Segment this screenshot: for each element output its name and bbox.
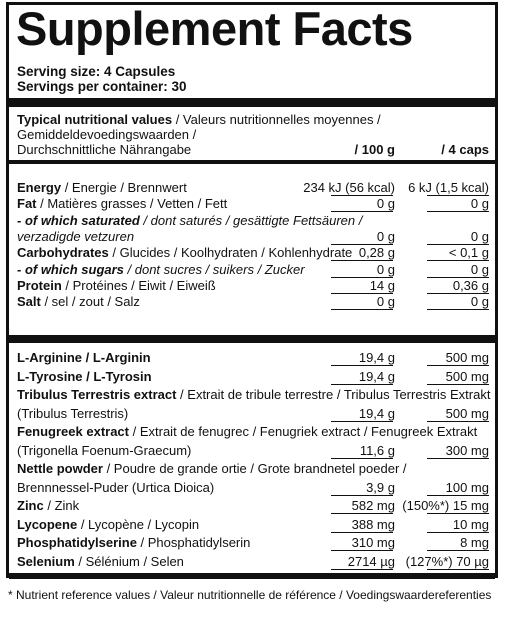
ingredient-value-4caps: 500 mg	[445, 350, 489, 365]
servings-per-container: Servings per container: 30	[17, 79, 187, 94]
nutrition-label	[17, 229, 134, 244]
ingredient-underline-4caps	[427, 532, 489, 533]
ingredient-underline-4caps	[427, 550, 489, 551]
ingredient-value-100g: 3,9 g	[366, 479, 395, 495]
ingredient-label-rest: / Zink	[43, 498, 80, 513]
nutrition-value-100g: 0 g	[376, 228, 395, 244]
nutrition-value-4caps: 0 g	[470, 294, 489, 310]
nutrition-label-bold: Carbohydrates	[17, 245, 109, 261]
ingredient-underline-4caps	[427, 495, 489, 496]
ingredient-value-100g: 582 mg	[351, 498, 395, 513]
nutrition-label-rest: / Protéines / Eiwit / Eiweiß	[61, 277, 216, 293]
ingredient-label-rest: / Sélénium / Selen	[74, 553, 184, 569]
ingredient-label-bold: Lycopene	[17, 516, 78, 532]
ingredient-row	[17, 369, 489, 384]
ingredient-row	[17, 350, 489, 365]
ingredient-row	[17, 498, 489, 513]
nutrition-value-4caps: < 0,1 g	[448, 245, 489, 261]
ingredient-value-4caps: 300 mg	[445, 442, 489, 458]
nutrition-row	[17, 278, 489, 293]
ingredient-label	[17, 443, 191, 458]
nutrition-label	[17, 278, 216, 293]
ingredient-row	[17, 461, 489, 476]
nutrition-value-100g: 0,28 g	[358, 245, 395, 261]
ingredient-label-rest: / Extrait de tribule terrestre / Tribulus Terrestris Extrakt	[176, 387, 491, 402]
ingredient-row	[17, 443, 489, 458]
nutrition-row	[17, 213, 489, 228]
ingredient-value-100g: 19,4 g	[358, 350, 395, 365]
ingredient-underline-4caps	[427, 458, 489, 459]
ingredient-underline-4caps	[427, 384, 489, 385]
ingredient-label-bold: Zinc	[17, 498, 44, 513]
ingredient-label-rest: Brennnessel-Puder (Urtica Dioica)	[17, 479, 215, 495]
ingredient-label-rest: / Lycopène / Lycopin	[77, 516, 200, 532]
ingredient-label-rest: (Tribulus Terrestris)	[17, 405, 129, 421]
nutrition-label-bold: - of which sugars	[17, 261, 124, 277]
ingredient-label-bold: Phosphatidylserine	[17, 535, 137, 550]
ingredient-label-bold: L-Tyrosine / L-Tyrosin	[17, 368, 152, 384]
ingredient-label-bold: Tribulus Terrestris extract	[17, 387, 177, 402]
ingredient-underline-100g	[331, 421, 393, 422]
ingredient-underline-100g	[331, 513, 393, 514]
ingredient-row	[17, 554, 489, 569]
header-bold: Typical nutritional values	[17, 112, 173, 127]
ingredient-label-rest: (Trigonella Foenum-Graecum)	[17, 442, 192, 458]
ingredient-label-rest: / Extrait de fenugrec / Fenugriek extract / Fenugreek Extrakt	[129, 424, 478, 439]
ingredient-value-100g: 388 mg	[351, 516, 395, 532]
ingredient-value-4caps: 10 mg	[452, 516, 489, 532]
supplement-facts-panel	[6, 2, 498, 578]
ingredient-underline-4caps	[427, 421, 489, 422]
ingredient-value-100g: 19,4 g	[358, 368, 395, 384]
ingredient-row	[17, 480, 489, 495]
ingredient-label	[17, 406, 128, 421]
nutrition-value-100g: 0 g	[376, 196, 395, 212]
nutrition-label	[17, 262, 305, 277]
nutrition-label-bold: Protein	[17, 277, 62, 293]
nutrition-label-rest: / sel / zout / Salz	[40, 294, 140, 310]
ingredient-label	[17, 480, 214, 495]
col-head-4caps: / 4 caps	[441, 142, 489, 157]
divider-header	[9, 160, 495, 164]
ingredient-value-100g: 19,4 g	[358, 405, 395, 421]
ingredient-value-4caps: 100 mg	[445, 479, 489, 495]
nutrition-label	[17, 294, 140, 309]
ingredient-label-rest: / Poudre de grande ortie / Grote brandnetel poeder /	[102, 461, 407, 476]
nutrition-row	[17, 262, 489, 277]
nutrition-value-4caps: 0 g	[470, 196, 489, 212]
panel-title: Supplement Facts	[16, 2, 413, 55]
thick-divider-middle	[9, 335, 495, 343]
nutrition-row	[17, 229, 489, 244]
ingredient-underline-100g	[331, 569, 393, 570]
ingredient-row	[17, 387, 489, 402]
nutrition-value-100g: 234 kJ (56 kcal)	[303, 180, 395, 195]
ingredient-label	[17, 369, 152, 384]
nutrition-underline-4caps	[427, 309, 489, 310]
nutrition-label-bold: Energy	[17, 180, 62, 195]
ingredient-label	[17, 424, 477, 439]
ingredient-label	[17, 517, 199, 532]
nutrition-label-rest: / Glucides / Koolhydraten / Kohlenhydrate	[108, 245, 353, 261]
ingredient-label	[17, 498, 79, 513]
nutrition-label-rest: / Matières grasses / Vetten / Fett	[36, 196, 228, 212]
ingredient-underline-100g	[331, 495, 393, 496]
nutrition-label-bold: - of which saturated	[17, 212, 140, 228]
ingredient-label	[17, 535, 250, 550]
nutrition-value-4caps: 0 g	[470, 261, 489, 277]
footnote: * Nutrient reference values / Valeur nutritionnelle de référence / Voedingswaardereferenties	[8, 588, 492, 602]
nutrition-value-100g: 0 g	[376, 261, 395, 277]
ingredient-label	[17, 350, 151, 365]
ingredient-underline-100g	[331, 365, 393, 366]
nutrition-row	[17, 245, 489, 260]
col-head-100g: / 100 g	[354, 142, 395, 157]
nutrition-label-rest: / dont saturés / gesättigte Fettsäuren /	[139, 212, 363, 228]
ingredient-row	[17, 424, 489, 439]
ingredient-label	[17, 461, 407, 476]
nutrition-label-bold: Salt	[17, 294, 41, 310]
ingredient-label-bold: Nettle powder	[17, 461, 103, 476]
ingredient-row	[17, 406, 489, 421]
ingredient-row	[17, 535, 489, 550]
ingredient-value-100g: 310 mg	[351, 535, 395, 550]
nutrition-value-4caps: 6 kJ (1,5 kcal)	[408, 180, 489, 195]
header-line-3: Durchschnittliche Nährangabe	[17, 142, 192, 157]
ingredient-label	[17, 387, 490, 402]
ingredient-label	[17, 554, 184, 569]
thick-divider-top	[9, 98, 495, 107]
nutrition-value-100g: 0 g	[376, 294, 395, 310]
nutrition-value-4caps: 0,36 g	[452, 277, 489, 293]
ingredient-underline-100g	[331, 384, 393, 385]
ingredient-underline-100g	[331, 532, 393, 533]
nutrition-label-rest: / Energie / Brennwert	[61, 180, 187, 195]
nutrition-label	[17, 180, 187, 195]
header-line-1	[17, 112, 381, 127]
nutrition-value-100g: 14 g	[369, 277, 395, 293]
ingredient-value-4caps: (127%*) 70 µg	[405, 553, 489, 569]
nutrition-label-bold: Fat	[17, 196, 37, 212]
nutrition-row	[17, 180, 489, 195]
nutrition-value-4caps: 0 g	[470, 228, 489, 244]
ingredient-underline-4caps	[427, 569, 489, 570]
ingredient-label-bold: Selenium	[17, 553, 75, 569]
ingredient-value-100g: 2714 µg	[347, 553, 395, 569]
nutrition-label	[17, 213, 362, 228]
serving-size: Serving size: 4 Capsules	[17, 64, 176, 79]
ingredient-value-4caps: (150%*) 15 mg	[402, 498, 489, 513]
ingredient-underline-100g	[331, 550, 393, 551]
ingredient-underline-100g	[331, 458, 393, 459]
nutrition-row	[17, 294, 489, 309]
nutrition-label	[17, 196, 227, 211]
nutrition-row	[17, 196, 489, 211]
header-line-2: Gemiddeldevoedingswaarden /	[17, 127, 197, 142]
ingredient-value-4caps: 8 mg	[460, 535, 489, 550]
nutrition-label-rest: verzadigde vetzuren	[17, 228, 135, 244]
ingredient-underline-4caps	[427, 365, 489, 366]
nutrition-label	[17, 245, 352, 260]
ingredient-underline-4caps	[427, 513, 489, 514]
ingredient-label-rest: / Phosphatidylserin	[136, 535, 251, 550]
ingredient-value-4caps: 500 mg	[445, 405, 489, 421]
ingredient-value-4caps: 500 mg	[445, 368, 489, 384]
ingredient-value-100g: 11,6 g	[359, 442, 395, 458]
ingredient-label-bold: L-Arginine / L-Arginin	[17, 350, 151, 365]
header-rest: / Valeurs nutritionnelles moyennes /	[172, 112, 381, 127]
nutrition-underline-100g	[331, 309, 393, 310]
ingredient-row	[17, 517, 489, 532]
nutrition-label-rest: / dont sucres / suikers / Zucker	[123, 261, 305, 277]
thick-divider-bottom	[9, 573, 495, 579]
ingredient-label-bold: Fenugreek extract	[17, 424, 129, 439]
